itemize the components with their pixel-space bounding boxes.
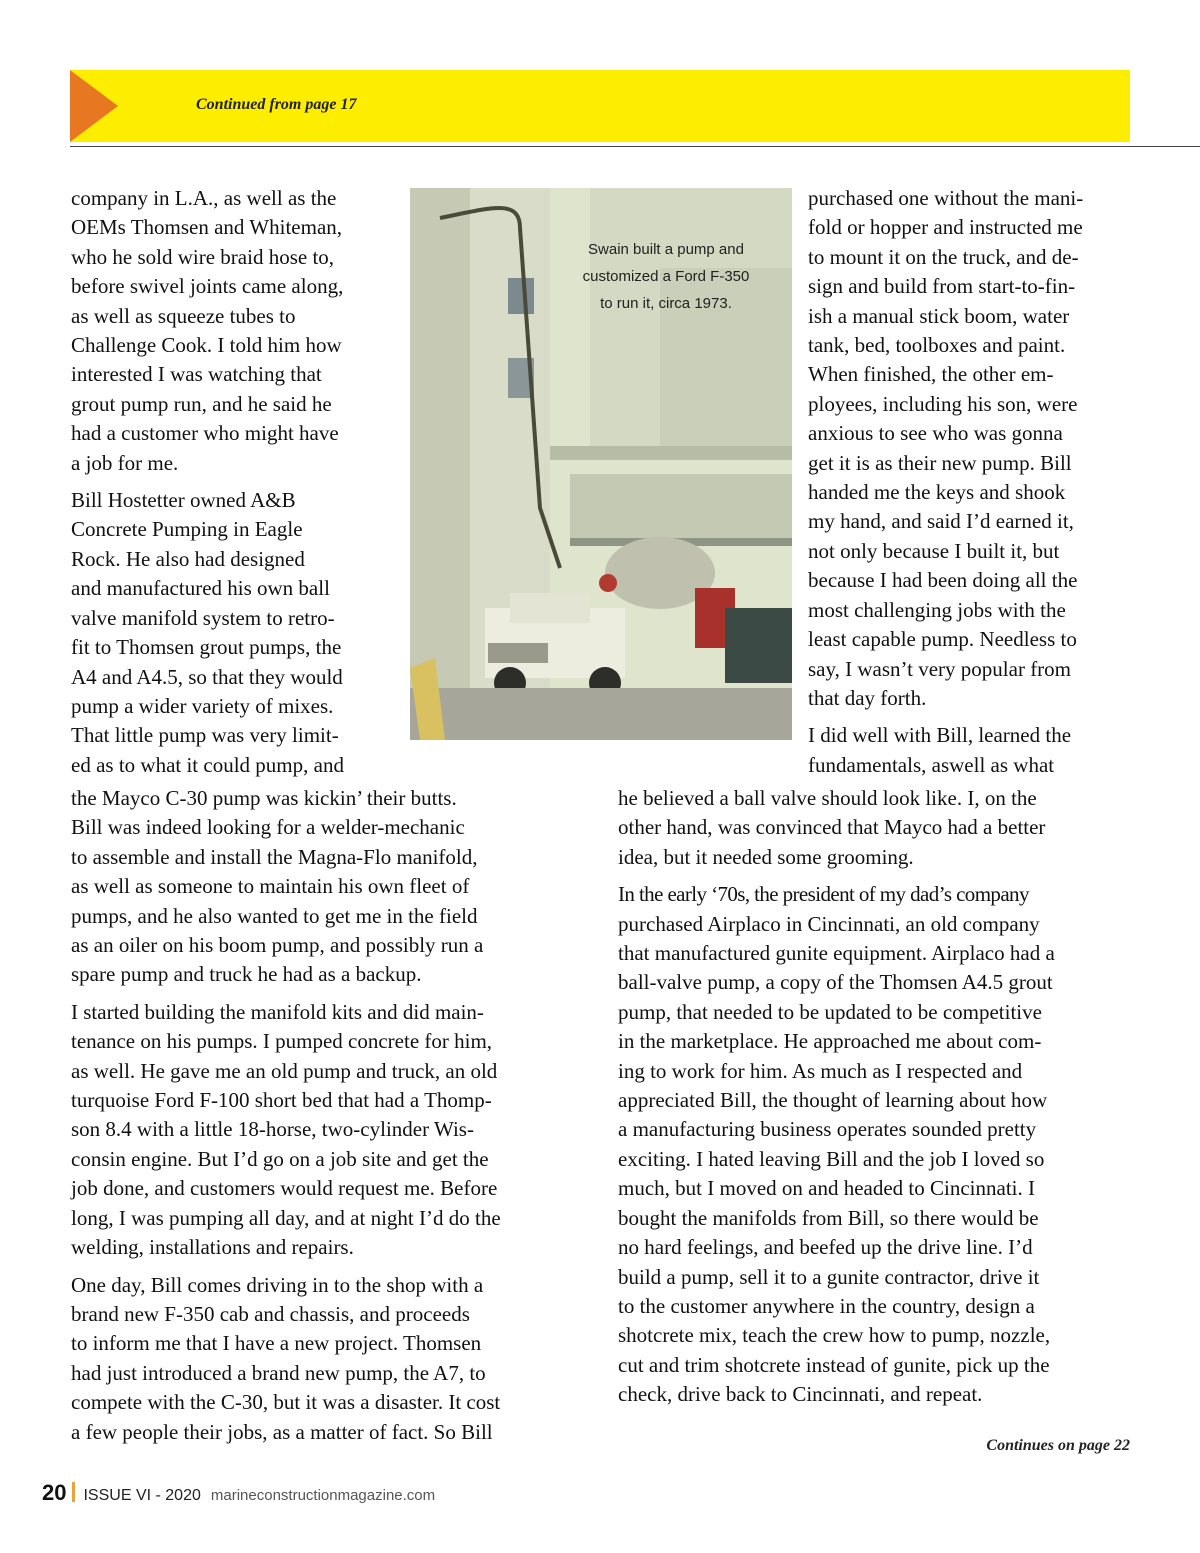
text-line: pump a wider variety of mixes.: [71, 693, 334, 718]
text-line: other hand, was convinced that Mayco had a better: [618, 815, 1046, 840]
column-right-top: [808, 184, 1148, 788]
text-line: shotcrete mix, teach the crew how to pump, nozzle,: [618, 1323, 1051, 1348]
text-line: had just introduced a brand new pump, the A7, to: [71, 1360, 486, 1385]
text-line: That little pump was very limit-: [71, 723, 339, 748]
text-line: sign and build from start-to-fin-: [808, 274, 1076, 299]
paragraph: [808, 721, 1148, 780]
text-line: interested I was watching that: [71, 362, 322, 387]
text-line: son 8.4 with a little 18-horse, two-cylinder Wis-: [71, 1117, 474, 1142]
text-line: pumps, and he also wanted to get me in the field: [71, 903, 478, 928]
text-line: and manufactured his own ball: [71, 576, 330, 601]
text-line: I did well with Bill, learned the: [808, 723, 1072, 748]
continues-on: Continues on page 22: [986, 1437, 1130, 1454]
text-line: least capable pump. Needless to: [808, 627, 1077, 652]
text-line: One day, Bill comes driving in to the shop with a: [71, 1272, 484, 1297]
text-line: as well. He gave me an old pump and truck, an old: [71, 1058, 498, 1083]
text-line: company in L.A., as well as the: [71, 186, 337, 210]
text-line: purchased Airplaco in Cincinnati, an old company: [618, 911, 1040, 936]
text-line: because I had been doing all the: [808, 568, 1078, 593]
text-line: anxious to see who was gonna: [808, 421, 1063, 446]
text-line: valve manifold system to retro-: [71, 605, 335, 630]
text-line: welding, installations and repairs.: [71, 1235, 354, 1260]
paragraph: [71, 184, 401, 478]
text-line: OEMs Thomsen and Whiteman,: [71, 215, 343, 240]
column-1-bottom: [71, 784, 591, 1455]
text-line: ed as to what it could pump, and: [71, 752, 344, 777]
text-line: handed me the keys and shook: [808, 480, 1066, 505]
text-line: that day forth.: [808, 685, 927, 710]
column-right-bottom: [618, 784, 1148, 1418]
text-line: as an oiler on his boom pump, and possibly run a: [71, 933, 484, 958]
divider-bar: [72, 1482, 75, 1502]
text-line: tenance on his pumps. I pumped concrete for him,: [71, 1029, 493, 1054]
text-line: appreciated Bill, the thought of learning about how: [618, 1088, 1048, 1113]
paragraph: [71, 784, 591, 990]
text-line: cut and trim shotcrete instead of gunite, pick up the: [618, 1352, 1050, 1377]
text-line: spare pump and truck he had as a backup.: [71, 962, 422, 987]
text-line: In the early ‘70s, the president of my dad’s company: [618, 882, 1029, 907]
text-line: as well as squeeze tubes to: [71, 303, 296, 328]
text-line: no hard feelings, and beefed up the drive line. I’d: [618, 1235, 1033, 1260]
text-line: had a customer who might have: [71, 421, 339, 446]
text-line: a few people their jobs, as a matter of fact. So Bill: [71, 1419, 493, 1444]
text-line: fold or hopper and instructed me: [808, 215, 1083, 240]
paragraph: [71, 1271, 591, 1447]
text-line: most challenging jobs with the: [808, 597, 1066, 622]
text-line: ish a manual stick boom, water: [808, 303, 1070, 328]
text-line: job done, and customers would request me. Before: [71, 1176, 498, 1201]
text-line: purchased one without the mani-: [808, 186, 1084, 210]
text-line: When finished, the other em-: [808, 362, 1054, 387]
arrow-icon: [70, 70, 118, 142]
text-line: he believed a ball valve should look like. I, on the: [618, 786, 1037, 810]
text-line: Bill was indeed looking for a welder-mechanic: [71, 815, 465, 840]
text-line: to the customer anywhere in the country, design a: [618, 1293, 1035, 1318]
site-url[interactable]: marineconstructionmagazine.com: [210, 1487, 436, 1504]
text-line: in the marketplace. He approached me about com-: [618, 1029, 1042, 1054]
text-line: fundamentals, aswell as what: [808, 752, 1055, 777]
text-line: to mount it on the truck, and de-: [808, 244, 1079, 269]
text-line: check, drive back to Cincinnati, and repeat.: [618, 1382, 983, 1407]
text-line: ployees, including his son, were: [808, 391, 1078, 416]
divider: [70, 146, 1200, 147]
text-line: to assemble and install the Magna-Flo manifold,: [71, 844, 478, 869]
text-line: to inform me that I have a new project. Thomsen: [71, 1331, 482, 1356]
paragraph: [618, 880, 1148, 1409]
text-line: who he sold wire braid hose to,: [71, 244, 335, 269]
text-line: the Mayco C-30 pump was kickin’ their butts.: [71, 786, 457, 810]
text-line: much, but I moved on and headed to Cincinnati. I: [618, 1176, 1035, 1201]
text-line: I started building the manifold kits and did main-: [71, 999, 484, 1024]
paragraph: [71, 486, 401, 780]
text-line: Rock. He also had designed: [71, 546, 305, 571]
text-line: A4 and A4.5, so that they would: [71, 664, 343, 689]
text-line: compete with the C-30, but it was a disaster. It cost: [71, 1390, 501, 1415]
text-line: not only because I built it, but: [808, 538, 1060, 563]
paragraph: [71, 998, 591, 1263]
text-line: as well as someone to maintain his own fleet of: [71, 874, 470, 899]
text-line: pump, that needed to be updated to be competitive: [618, 999, 1042, 1024]
text-line: idea, but it needed some grooming.: [618, 844, 914, 869]
page-number: 20: [42, 1480, 67, 1505]
text-line: turquoise Ford F-100 short bed that had a Thomp-: [71, 1088, 492, 1113]
caption-line: Swain built a pump and: [588, 241, 744, 258]
continued-from: Continued from page 17: [196, 96, 357, 113]
caption-line: to run it, circa 1973.: [600, 295, 732, 312]
text-line: ing to work for him. As much as I respected and: [618, 1058, 1023, 1083]
text-line: my hand, and said I’d earned it,: [808, 509, 1074, 534]
text-line: exciting. I hated leaving Bill and the job I loved so: [618, 1146, 1045, 1171]
text-line: bought the manifolds from Bill, so there would be: [618, 1205, 1039, 1230]
text-line: build a pump, sell it to a gunite contractor, drive it: [618, 1264, 1040, 1289]
paragraph: [808, 184, 1148, 713]
caption-line: customized a Ford F-350: [582, 268, 750, 285]
text-line: a manufacturing business operates sounded pretty: [618, 1117, 1037, 1142]
text-line: brand new F-350 cab and chassis, and proceeds: [71, 1301, 470, 1326]
footer: [42, 1480, 435, 1506]
text-line: fit to Thomsen grout pumps, the: [71, 635, 342, 660]
text-line: consin engine. But I’d go on a job site and get the: [71, 1146, 489, 1171]
photo-caption: [548, 236, 784, 317]
text-line: get it is as their new pump. Bill: [808, 450, 1072, 475]
issue-label: ISSUE VI - 2020: [83, 1487, 201, 1504]
text-line: ball-valve pump, a copy of the Thomsen A4.5 grout: [618, 970, 1053, 995]
text-line: tank, bed, toolboxes and paint.: [808, 333, 1066, 358]
text-line: Challenge Cook. I told him how: [71, 333, 342, 358]
text-line: say, I wasn’t very popular from: [808, 656, 1072, 681]
text-line: Concrete Pumping in Eagle: [71, 517, 303, 542]
text-line: before swivel joints came along,: [71, 274, 344, 299]
column-1-top: [71, 184, 401, 788]
text-line: grout pump run, and he said he: [71, 391, 332, 416]
text-line: long, I was pumping all day, and at night I’d do the: [71, 1205, 501, 1230]
text-line: that manufactured gunite equipment. Airplaco had a: [618, 941, 1055, 966]
paragraph: [618, 784, 1148, 872]
text-line: Bill Hostetter owned A&B: [71, 488, 296, 513]
text-line: a job for me.: [71, 450, 179, 475]
